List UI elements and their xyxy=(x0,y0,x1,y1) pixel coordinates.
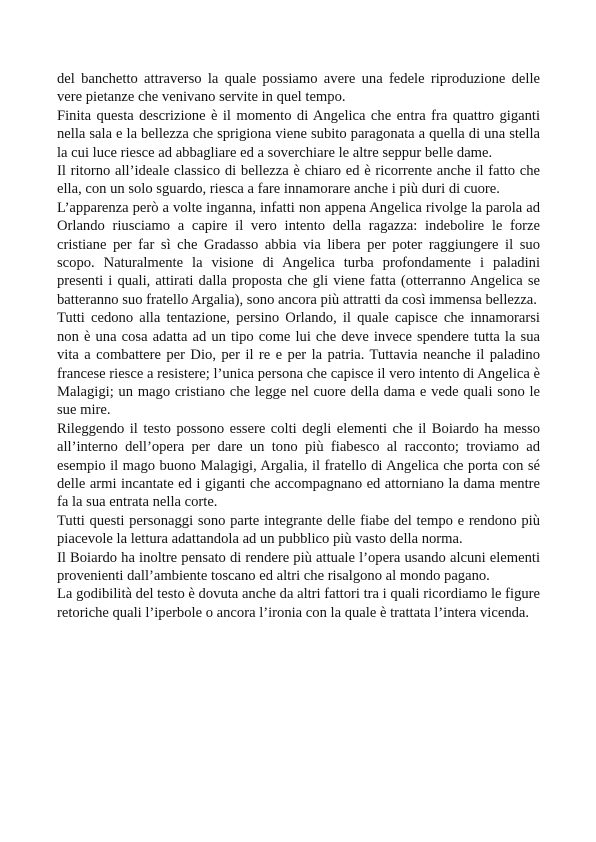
paragraph: Finita questa descrizione è il momento di Angelica che entra fra quattro giganti nella sala e la bellezza che sprigiona viene subito paragonata a quella di una stella la cui luce riesce ad abbagliare ed a soverchiare le altre seppur belle dame. xyxy=(57,107,540,161)
paragraph: Il Boiardo ha inoltre pensato di rendere più attuale l’opera usando alcuni elementi provenienti dall’ambiente toscano ed altri che risalgono al mondo pagano. xyxy=(57,549,540,584)
paragraph: Rileggendo il testo possono essere colti degli elementi che il Boiardo ha messo all’interno dell’opera per dare un tono più fiabesco al racconto; troviamo ad esempio il mago buono Malagigi, Argalia, il fratello di Angelica che porta con sé delle armi incantate ed i giganti che accompagnano ed attorniano la dama mentre fa la sua entrata nella corte. xyxy=(57,420,540,511)
paragraph: L’apparenza però a volte inganna, infatti non appena Angelica rivolge la parola ad Orlando riusciamo a capire il vero intento della ragazza: indebolire le forze cristiane per far sì che Gradasso abbia via libera per poter raggiungere il suo scopo. Naturalmente la visione di Angelica turba profondamente i paladini presenti i quali, attirati dalla proposta che gli viene fatta (otterranno Angelica se batteranno suo fratello Argalia), sono ancora più attratti da così immensa bellezza. xyxy=(57,199,540,308)
paragraph: del banchetto attraverso la quale possiamo avere una fedele riproduzione delle vere pietanze che venivano servite in quel tempo. xyxy=(57,71,540,106)
document-page xyxy=(57,70,540,622)
paragraph: La godibilità del testo è dovuta anche da altri fattori tra i quali ricordiamo le figure retoriche quali l’iperbole o ancora l’ironia con la quale è trattata l’intera vicenda. xyxy=(57,586,540,621)
paragraph: Tutti questi personaggi sono parte integrante delle fiabe del tempo e rendono più piacevole la lettura adattandola ad un pubblico più vasto della norma. xyxy=(57,512,540,548)
paragraph: Il ritorno all’ideale classico di bellezza è chiaro ed è ricorrente anche il fatto che ella, con un solo sguardo, riesca a fare innamorare anche i più duri di cuore. xyxy=(57,163,540,198)
paragraph: Tutti cedono alla tentazione, persino Orlando, il quale capisce che innamorarsi non è una cosa adatta ad un tipo come lui che deve invece spendere tutta la sua vita a combattere per Dio, per il re e per la patria. Tuttavia neanche il paladino francese riesce a resistere; l’unica persona che capisce il vero intento di Angelica è Malagigi; un mago cristiano che legge nel cuore della dama e vede quali sono le sue mire. xyxy=(57,310,540,419)
